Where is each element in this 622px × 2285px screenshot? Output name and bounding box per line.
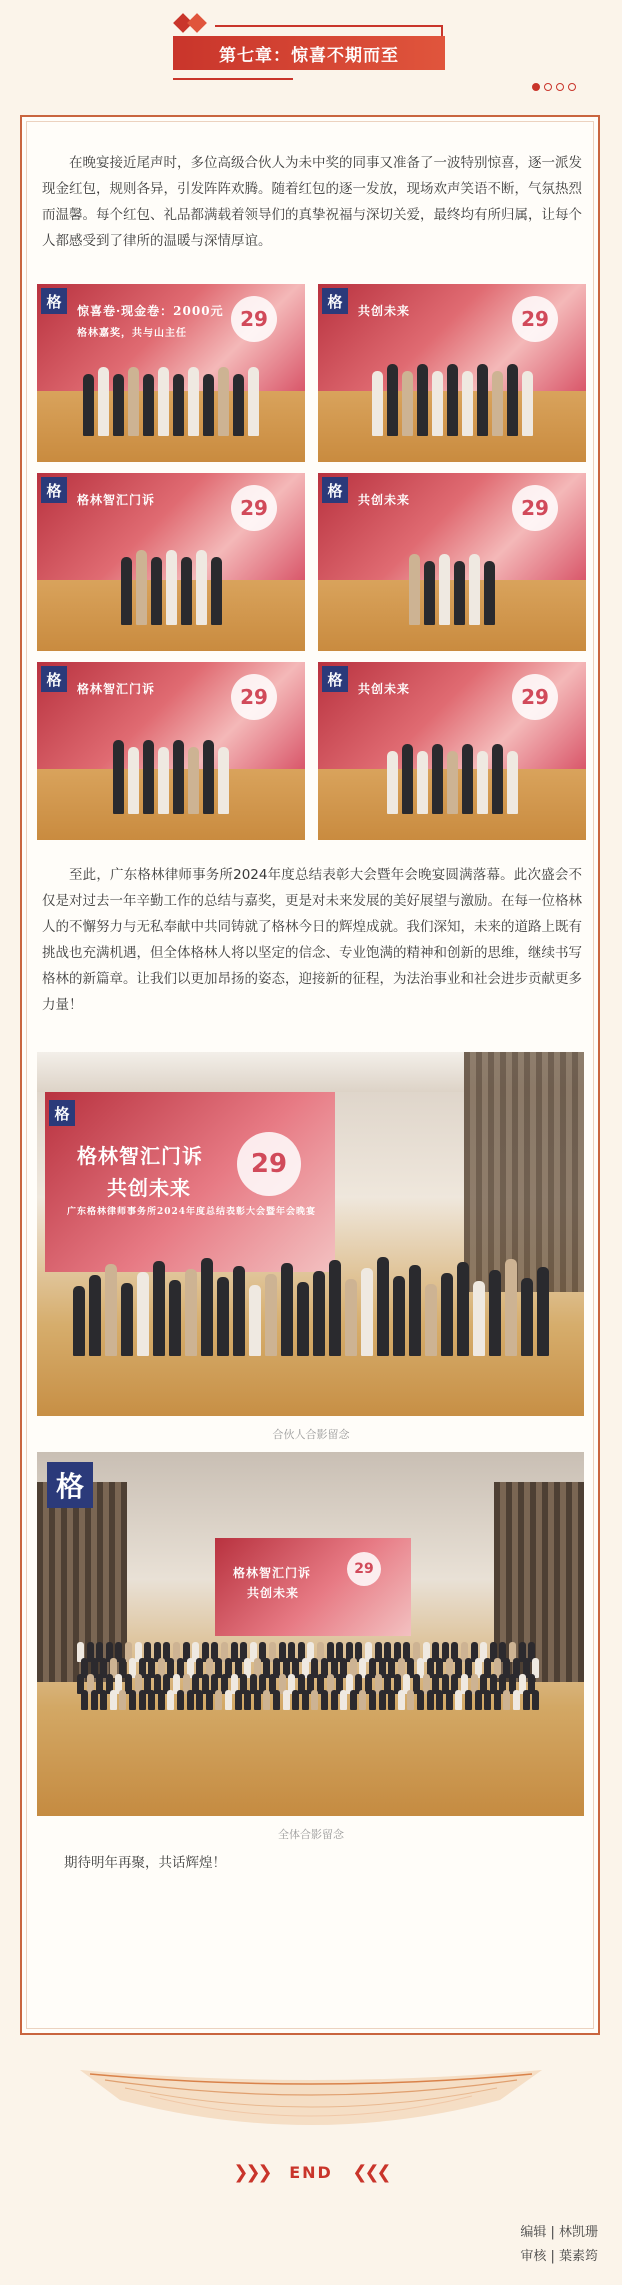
person-figure (100, 1690, 107, 1710)
person-figure (507, 364, 518, 436)
person-figure (377, 1257, 389, 1356)
person-figure (462, 744, 473, 814)
person-figure (81, 1690, 88, 1710)
person-figure (105, 1264, 117, 1356)
person-figure (281, 1263, 293, 1356)
person-figure (128, 367, 139, 436)
partners-caption: 合伙人合影留念 (272, 1428, 350, 1441)
people-row (37, 356, 305, 436)
person-figure (201, 1258, 213, 1356)
page-dot (556, 83, 564, 91)
firm-logo: 格 (41, 666, 67, 692)
person-figure (439, 554, 450, 625)
person-figure (359, 1690, 366, 1710)
chapter-title: 第七章：惊喜不期而至 (173, 36, 445, 70)
banner-title-small: 格林智汇门诉 (233, 1566, 312, 1580)
person-figure (233, 1266, 245, 1356)
person-figure (158, 747, 169, 814)
banner-title: 格林智汇门诉 (77, 682, 156, 696)
person-figure (340, 1690, 347, 1710)
person-figure (503, 1690, 510, 1710)
reviewer-credit: 审核 | 葉素筠 (520, 2249, 598, 2264)
person-figure (113, 740, 124, 814)
anniversary-badge-small: 29 (347, 1552, 381, 1586)
person-figure (217, 1277, 229, 1356)
person-figure (89, 1275, 101, 1356)
person-figure (83, 374, 94, 436)
person-figure (484, 561, 495, 625)
person-figure (173, 740, 184, 814)
person-figure (121, 557, 132, 625)
person-figure (313, 1271, 325, 1356)
event-photo (37, 662, 305, 840)
end-label: END (289, 2163, 333, 2182)
person-figure (73, 1286, 85, 1356)
person-figure (505, 1259, 517, 1356)
crowd (77, 1642, 547, 1722)
person-figure (489, 1270, 501, 1356)
person-figure (446, 1690, 453, 1710)
person-figure (532, 1690, 539, 1710)
event-photo (318, 284, 586, 462)
person-figure (436, 1690, 443, 1710)
person-figure (177, 1690, 184, 1710)
person-figure (235, 1690, 242, 1710)
firm-logo: 格 (41, 477, 67, 503)
anniversary-badge: 29 (231, 674, 277, 720)
person-figure (432, 744, 443, 814)
person-figure (331, 1690, 338, 1710)
person-figure (225, 1690, 232, 1710)
person-figure (350, 1690, 357, 1710)
person-figure (129, 1690, 136, 1710)
banner-title: 共创未来 (358, 304, 411, 318)
banner-title-line2: 共创未来 (107, 1176, 191, 1200)
banner-subtitle: 广东格林律师事务所2024年度总结表彰大会暨年会晚宴 (67, 1207, 317, 1217)
person-figure (521, 1278, 533, 1356)
prize-banner-text-2: 格林嘉奖，共与山主任 (77, 328, 187, 339)
person-figure (407, 1690, 414, 1710)
person-figure (188, 367, 199, 436)
person-figure (522, 371, 533, 436)
event-photo (37, 284, 305, 462)
anniversary-badge: 29 (512, 296, 558, 342)
person-figure (206, 1690, 213, 1710)
person-figure (457, 1262, 469, 1356)
person-figure (143, 740, 154, 814)
banner-title: 共创未来 (358, 682, 411, 696)
wave-decoration (80, 2060, 542, 2140)
banner-title-small-2: 共创未来 (247, 1586, 300, 1600)
banner-title: 格林智汇门诉 (77, 493, 156, 507)
person-figure (513, 1690, 520, 1710)
page-dot-active (532, 83, 540, 91)
person-figure (244, 1690, 251, 1710)
anniversary-badge: 29 (231, 485, 277, 531)
person-figure (473, 1281, 485, 1356)
firm-logo: 格 (322, 666, 348, 692)
person-figure (393, 1276, 405, 1356)
person-figure (329, 1260, 341, 1356)
prize-banner-text: 惊喜卷·现金卷：2000元 (77, 304, 224, 318)
person-figure (128, 747, 139, 814)
person-figure (188, 747, 199, 814)
person-figure (537, 1267, 549, 1356)
header-underline (173, 78, 293, 80)
person-figure (181, 557, 192, 625)
person-figure (402, 744, 413, 814)
people-row (318, 734, 586, 814)
partners-group-photo (37, 1052, 584, 1416)
person-figure (173, 374, 184, 436)
person-figure (417, 751, 428, 814)
person-figure (273, 1690, 280, 1710)
banner-title-line1: 格林智汇门诉 (77, 1144, 203, 1168)
person-figure (379, 1690, 386, 1710)
person-figure (110, 1690, 117, 1710)
person-figure (139, 1690, 146, 1710)
partners-row (37, 1246, 584, 1356)
person-figure (196, 550, 207, 625)
person-figure (185, 1269, 197, 1356)
end-marker (0, 2162, 622, 2183)
firm-logo: 格 (49, 1100, 75, 1126)
person-figure (136, 550, 147, 625)
anniversary-badge: 29 (231, 296, 277, 342)
person-figure (254, 1690, 261, 1710)
arrows-right-icon: ❯❯❯ (233, 2162, 270, 2183)
people-row (37, 545, 305, 625)
person-figure (409, 554, 420, 625)
paragraph-surprise: 在晚宴接近尾声时，多位高级合伙人为未中奖的同事又准备了一波特别惊喜，逐一派发现金红包，规则各异，引发阵阵欢腾。随着红包的逐一发放，现场欢声笑语不断，气氛热烈而温馨。每个红包、礼品都满载着领导们的真挚祝福与深切关爱，最终均有所归属，让每个人都感受到了律所的温暖与深情厚谊。 (42, 155, 582, 249)
person-figure (203, 374, 214, 436)
person-figure (196, 1690, 203, 1710)
person-figure (417, 1690, 424, 1710)
person-figure (91, 1690, 98, 1710)
person-figure (169, 1280, 181, 1356)
person-figure (167, 1690, 174, 1710)
chapter-header (0, 0, 622, 100)
person-figure (494, 1690, 501, 1710)
event-photo (37, 473, 305, 651)
all-staff-group-photo (37, 1452, 584, 1816)
person-figure (441, 1273, 453, 1356)
person-figure (432, 371, 443, 436)
person-figure (409, 1265, 421, 1356)
person-figure (492, 371, 503, 436)
person-figure (361, 1268, 373, 1356)
person-figure (388, 1690, 395, 1710)
person-figure (345, 1279, 357, 1356)
page-dot (544, 83, 552, 91)
person-figure (203, 740, 214, 814)
person-figure (218, 747, 229, 814)
person-figure (153, 1261, 165, 1356)
person-figure (454, 561, 465, 625)
people-row (37, 734, 305, 814)
person-figure (469, 554, 480, 625)
person-figure (455, 1690, 462, 1710)
person-figure (475, 1690, 482, 1710)
people-row (318, 545, 586, 625)
person-figure (492, 744, 503, 814)
page-dot (568, 83, 576, 91)
person-figure (417, 364, 428, 436)
person-figure (121, 1283, 133, 1356)
paragraph-closing: 至此，广东格林律师事务所2024年度总结表彰大会暨年会晚宴圆满落幕。此次盛会不仅是对过去一年辛勤工作的总结与嘉奖，更是对未来发展的美好展望与激励。在每一位格林人的不懈努力与无私奉献中共同铸就了格林今日的辉煌成就。我们深知，未来的道路上既有挑战也充满机遇，但全体格林人将以坚定的信念、专业饱满的精神和创新的思维，继续书写格林的新篇章。让我们以更加昂扬的姿态，迎接新的征程，为法治事业和社会进步贡献更多力量！ (42, 867, 582, 1013)
person-figure (507, 751, 518, 814)
paragraph-farewell: 期待明年再聚，共话辉煌！ (64, 1855, 226, 1871)
person-figure (387, 751, 398, 814)
person-figure (292, 1690, 299, 1710)
person-figure (424, 561, 435, 625)
page-indicator (532, 83, 576, 91)
person-figure (265, 1274, 277, 1356)
anniversary-badge: 29 (512, 485, 558, 531)
banner-title: 共创未来 (358, 493, 411, 507)
person-figure (233, 374, 244, 436)
event-photo (318, 473, 586, 651)
person-figure (151, 557, 162, 625)
person-figure (148, 1690, 155, 1710)
person-figure (484, 1690, 491, 1710)
person-figure (387, 364, 398, 436)
person-figure (158, 1690, 165, 1710)
person-figure (297, 1282, 309, 1356)
person-figure (249, 1285, 261, 1356)
person-figure (311, 1690, 318, 1710)
person-figure (523, 1690, 530, 1710)
person-figure (427, 1690, 434, 1710)
all-staff-caption: 全体合影留念 (278, 1828, 344, 1841)
firm-logo: 格 (41, 288, 67, 314)
person-figure (166, 550, 177, 625)
person-figure (215, 1690, 222, 1710)
person-figure (98, 367, 109, 436)
event-photo (318, 662, 586, 840)
person-figure (402, 371, 413, 436)
person-figure (119, 1690, 126, 1710)
firm-logo: 格 (322, 477, 348, 503)
anniversary-badge: 29 (237, 1132, 301, 1196)
person-figure (477, 751, 488, 814)
firm-logo-large: 格 (47, 1462, 93, 1508)
person-figure (477, 364, 488, 436)
person-figure (462, 371, 473, 436)
person-figure (211, 557, 222, 625)
people-row (318, 356, 586, 436)
person-figure (398, 1690, 405, 1710)
person-figure (321, 1690, 328, 1710)
person-figure (187, 1690, 194, 1710)
person-figure (113, 374, 124, 436)
person-figure (283, 1690, 290, 1710)
person-figure (143, 374, 154, 436)
person-figure (302, 1690, 309, 1710)
firm-logo: 格 (322, 288, 348, 314)
person-figure (248, 367, 259, 436)
person-figure (263, 1690, 270, 1710)
person-figure (137, 1272, 149, 1356)
person-figure (447, 364, 458, 436)
arrows-left-icon: ❮❮❮ (352, 2162, 389, 2183)
person-figure (372, 371, 383, 436)
person-figure (218, 367, 229, 436)
anniversary-badge: 29 (512, 674, 558, 720)
person-figure (369, 1690, 376, 1710)
person-figure (425, 1284, 437, 1356)
person-figure (465, 1690, 472, 1710)
person-figure (158, 367, 169, 436)
person-figure (447, 751, 458, 814)
editor-credit: 编辑 | 林凯珊 (520, 2225, 598, 2240)
